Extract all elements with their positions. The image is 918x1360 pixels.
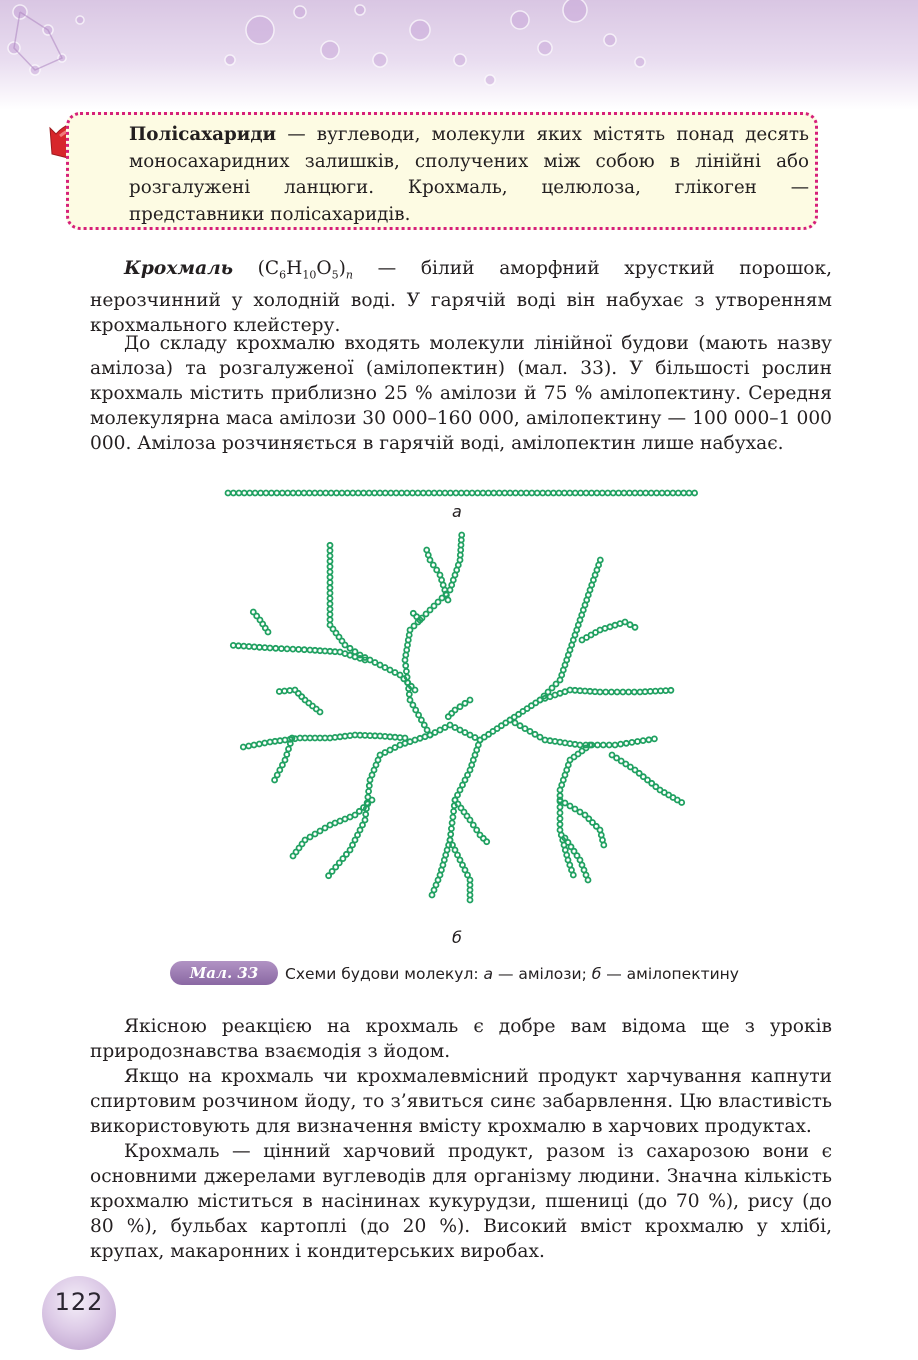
page-number: 122 <box>54 1288 104 1316</box>
amylopectin-branch-3 <box>424 548 450 603</box>
formula-h: H <box>286 258 303 279</box>
amylopectin-branch-16 <box>538 688 674 703</box>
amylopectin-branch-11 <box>277 688 323 715</box>
caption-suffix: — амілопектину <box>601 965 739 983</box>
amylose-chain <box>226 491 698 496</box>
formula-n: n <box>345 268 353 282</box>
paragraph-food-value: Крохмаль — цінний харчовий продукт, разом із сахарозою вони є основними джерелами вуглеводів для організму людини. Значна кількість крохмалю міститься в насінинах кукурудзи, пшениці (до 70 %), рису (до 80 %), бульбах картоплі (до 20 %). Високий вміст крохмалю у хлібі, крупах, макаронних і кондитерських виробах. <box>90 1141 832 1262</box>
caption-prefix: Схеми будови молекул: <box>285 965 484 983</box>
header-decoration <box>0 0 918 110</box>
label-a: а <box>452 502 462 521</box>
paragraph-composition: До складу крохмалю входять молекули лінійної будови (мають назву амілоза) та розгалуженої (амілопектин) (мал. 33). У більшості рослин крохмаль містить приблизно 25 % амілози й 75 % амілопектину. Середня молекулярна маса амілози 30 000–160 000, амілопектину — 100 000–1 000 000. Амілоза розчиняється в гарячій воді, амілопектин лише набухає. <box>90 333 832 454</box>
figure-caption-badge: Мал. 33 <box>170 961 278 985</box>
formula-o: O <box>316 258 332 279</box>
caption-a: а <box>483 965 494 983</box>
amylopectin-branch-19 <box>508 718 657 748</box>
amylopectin-branch-7 <box>251 610 271 635</box>
formula-c: C <box>264 258 280 279</box>
amylopectin-branch-9 <box>241 733 408 750</box>
caption-b: б <box>591 965 602 983</box>
amylopectin-branch-17 <box>538 558 603 703</box>
definition-box <box>66 112 818 230</box>
definition-term: Полісахариди <box>129 124 277 145</box>
amylopectin-branch-13 <box>430 738 483 898</box>
amylopectin-branch-8 <box>326 733 432 879</box>
figure-33 <box>0 480 918 954</box>
amylopectin-branch-14 <box>453 798 490 845</box>
bubbles-decoration <box>0 0 918 110</box>
paragraph-iodine-test: Якщо на крохмаль чи крохмалевмісний продукт харчування капнути спиртовим розчином йоду, то з’явиться синє забарвлення. Цю властивість використовують для визначення вмісту крохмалю в харчових продуктах. <box>90 1066 832 1137</box>
formula-o-sub: 5 <box>331 268 339 282</box>
label-b: б <box>452 928 462 947</box>
caption-mid: — амілози; <box>493 965 592 983</box>
paragraph-starch-intro: Крохмаль $(C_6H_{10}O_5)_n$ — білий аморфний хрусткий порошок, нерозчинний у холодній воді. У гарячій воді він набухає з утворенням крохмального клейстеру. <box>90 258 832 336</box>
starch-description: — білий аморфний хрусткий порошок, нерозчинний у холодній воді. У гарячій воді він набухає з утворенням крохмального клейстеру. <box>90 258 832 336</box>
amylopectin-branch-15 <box>448 838 473 903</box>
figure-caption <box>285 963 739 985</box>
definition-body: — вуглеводи, молекули яких містять понад десять моносахаридних залишків, сполучених між собою в лінійні або розгалужені ланцюги. Крохмаль, целюлоза, глікоген — представники полісахаридів. <box>129 124 809 225</box>
starch-term: Крохмаль <box>124 258 234 279</box>
formula-h-sub: 10 <box>302 268 317 282</box>
amylopectin-branch-18 <box>580 620 638 643</box>
definition-text <box>129 122 809 228</box>
paragraph-iodine-reaction: Якісною реакцією на крохмаль є добре вам відома ще з уроків природознавства взаємодія з йодом. <box>90 1016 832 1062</box>
amylopectin-branch-23 <box>610 753 685 806</box>
amylopectin-branch-24 <box>446 698 473 720</box>
molecule-diagram <box>0 480 918 950</box>
formula-c-sub: 6 <box>279 268 287 282</box>
amylopectin-branch-1 <box>428 700 539 742</box>
